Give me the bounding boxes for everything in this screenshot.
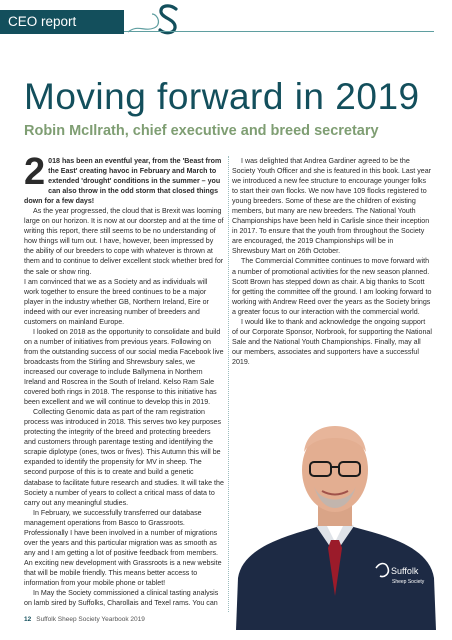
- paragraph: I was delighted that Andrea Gardiner agreed to be the Society Youth Officer and she is featured in this book. Last year we introduced a new fee structure to encourage younger folks to start their own flocks. We now have 109 flocks registered to young breeders. Some of these are the children of existing members, but many are new breeders. The National Youth Championships have been held in Carlisle since their inception in 2017. To ensure that the youth from throughout the Society are encouraged, the 2019 Championships will be in Shrewsbury Mart on 26th October.: [232, 157, 432, 256]
- article-title: Moving forward in 2019: [24, 76, 420, 117]
- body-column-right: [232, 156, 432, 382]
- paragraph: In February, we successfully transferred our database management operations from Basco to Grassroots. Professionally I have been involved in a number of migrations over the years and this particular migration was as smooth as any and I am getting a lot of positive feedback from members. An exciting new development with Grassroots is a new website that will be mobile friendly. This means better access to information from your mobile phone or tablet!: [24, 508, 222, 587]
- badge-name: Suffolk: [391, 566, 419, 576]
- drop-cap: 2: [24, 156, 46, 193]
- badge-subtitle: Sheep Society: [392, 579, 425, 585]
- paragraph: In May the Society commissioned a clinical tasting analysis on lamb sired by Suffolks, Charollais and Texel rams. You can: [24, 589, 219, 608]
- paragraph: I would like to thank and acknowledge the ongoing support of our Corporate Sponsor, Norbrook, for supporting the National Sale and the National Youth Championships. Finally, may all our members, associates and supporters have a successful 2019.: [232, 317, 432, 366]
- paragraph: I looked on 2018 as the opportunity to consolidate and build on a number of initiatives from previous years. Following on from the outstanding success of our social media Facebook live broadcasts from the Stirling and Shrewsbury sales, we increased our coverage to include Ballymena in Northern Ireland and Roscrea in the South of Ireland. Kelso Ram Sale covered both rings in 2018. The response to this initiative has been excellent and we will continue to develop this in 2019.: [24, 327, 224, 407]
- header-rule: [124, 31, 434, 32]
- paragraph: I am convinced that we as a Society and as individuals will work together to ensure the breed continues to be a major player in the industry whether GB, Northern Ireland, Eire or indeed with our ever increasing number of breeders and customers on mainland Europe.: [24, 277, 209, 326]
- page-footer: [24, 616, 145, 623]
- portrait-illustration: [234, 382, 436, 630]
- portrait-photo: [234, 382, 436, 630]
- lead-paragraph: 018 has been an eventful year, from the 'Beast from the East' creating havoc in February and March to extended 'drought' conditions in the summer – you can also throw in the odd storm that closed things down for a few days!: [24, 157, 222, 206]
- paragraph: The Commercial Committee continues to move forward with a number of promotional activities for the new season planned. Scott Brown has stepped down as chair. A big thanks to Scott for getting the committee off the ground. I am looking forward to working with Andrew Reed over the years as the Society brings a greater focus to our interaction with the commercial world.: [232, 257, 432, 316]
- byline: Robin McIlrath, chief executive and breed secretary: [24, 123, 379, 139]
- column-divider: [228, 156, 229, 612]
- page-number: 12: [24, 616, 32, 623]
- paragraph: As the year progressed, the cloud that is Brexit was looming large on our horizon. It is now at our doorstep and at the time of writing this report, there still seems to be no understanding of how things will turn out. I have, however, been impressed by the ability of our breeders to cope with whatever is thrown at them and to continue to deliver excellent stock whether bred for the sale or show ring.: [24, 207, 224, 276]
- paragraph: Collecting Genomic data as part of the ram registration process was introduced in 2018. This serves two key purposes protecting the integrity of the breed and protecting breeders and customers through parentage testing and identifying the scrapie diplotype (ones, twos or fives). This Autumn this will be expanded to identify the propensity for MV in sheep. The second purpose of this is to create and build a genetic database to facilitate future research and studies. It will take the Society a number of years to collect a critical mass of data to carry out any meaningful studies.: [24, 408, 224, 507]
- section-tag: CEO report: [0, 10, 124, 34]
- publication-name: Suffolk Sheep Society Yearbook 2019: [36, 616, 145, 623]
- body-column-left: [24, 156, 224, 608]
